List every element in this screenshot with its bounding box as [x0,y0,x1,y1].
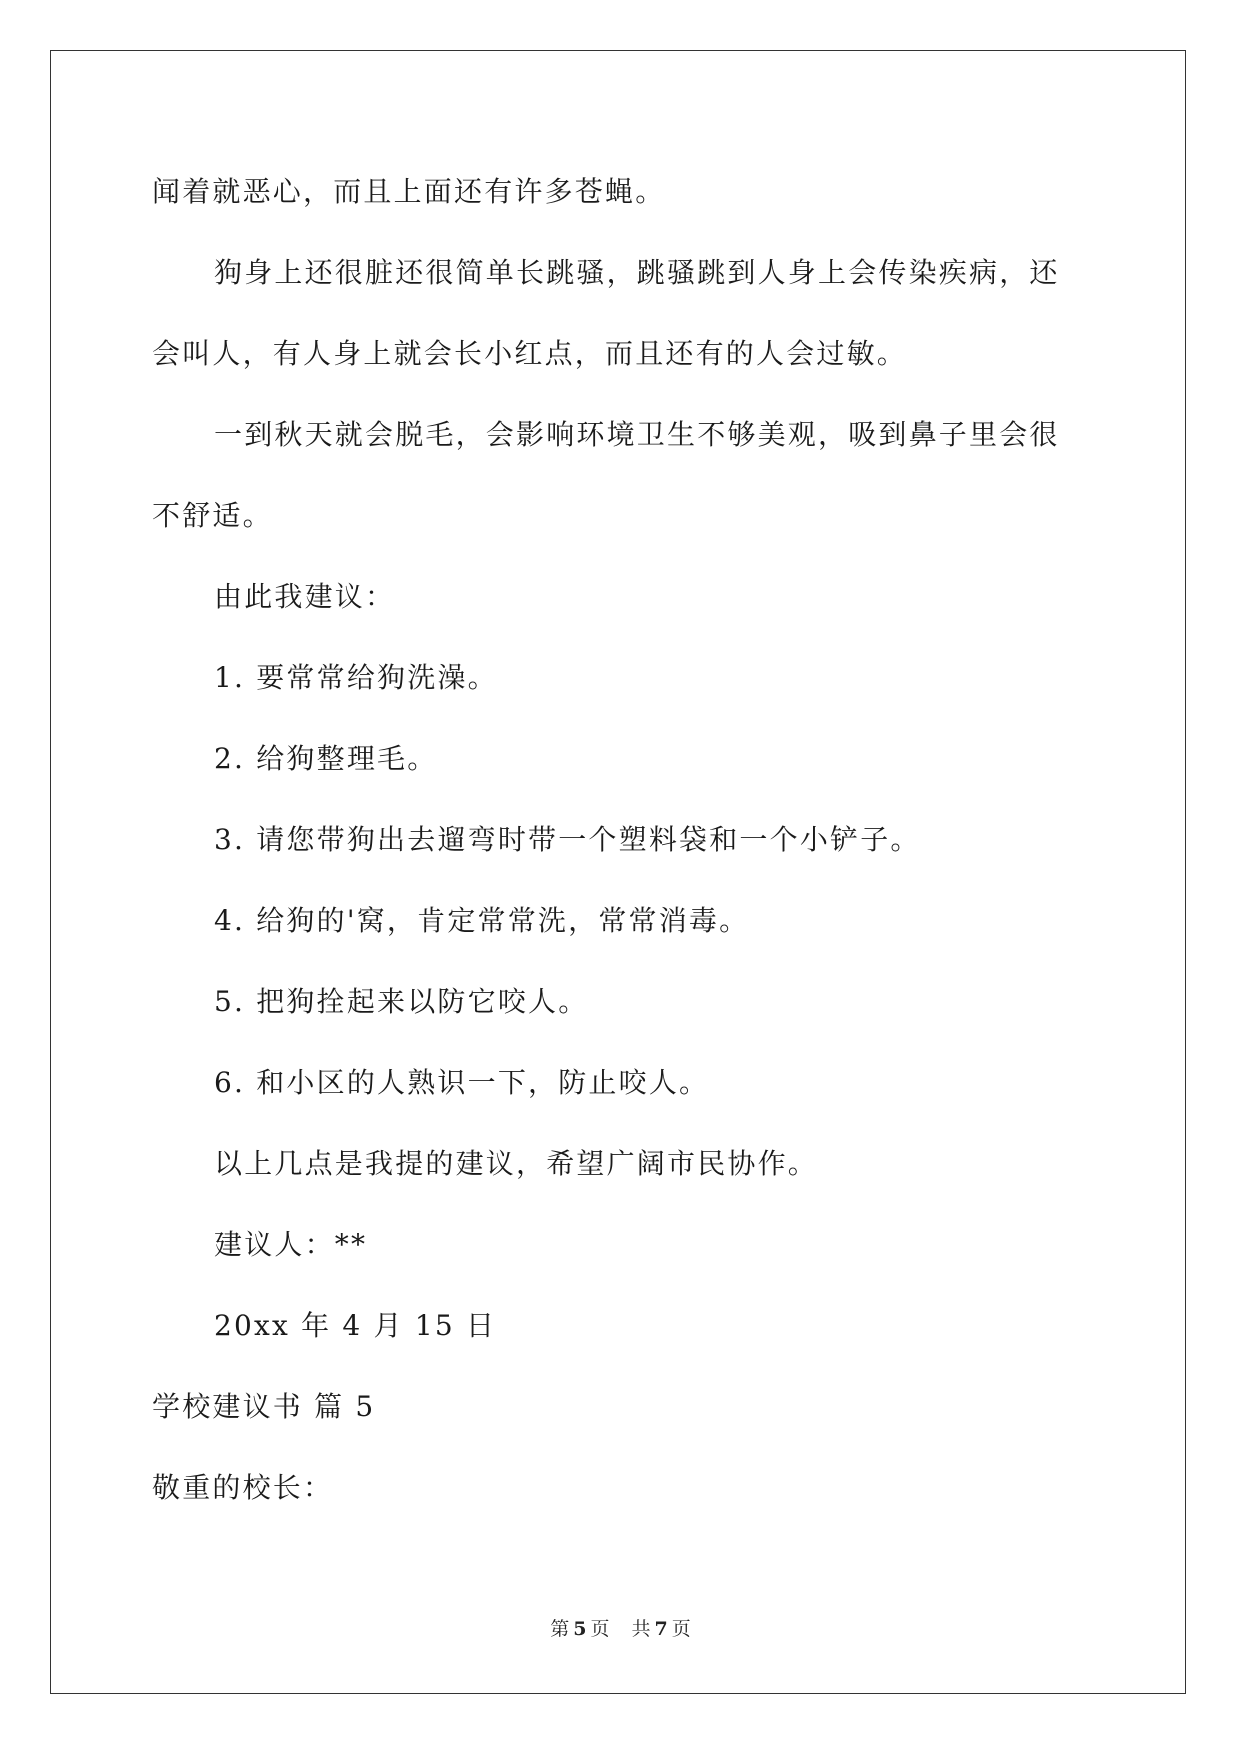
page-prefix: 第 [550,1618,570,1640]
suggestion-item-2: 2. 给狗整理毛。 [214,742,438,775]
document-date: 20xx 年 4 月 15 日 [214,1309,497,1342]
suggestion-item-5: 5. 把狗拴起来以防它咬人。 [214,985,589,1018]
body-line: 会叫人，有人身上就会长小红点，而且还有的人会过敏。 [152,337,908,370]
page-number: 5 [573,1618,587,1640]
paragraph-shedding: 一到秋天就会脱毛，会影响环境卫生不够美观，吸到鼻子里会很 [214,418,1060,451]
body-line: 不舒适。 [152,499,273,532]
body-line: 闻着就恶心，而且上面还有许多苍蝇。 [152,175,666,208]
closing-sentence: 以上几点是我提的建议，希望广阔市民协作。 [214,1147,819,1180]
proposer-signature: 建议人：** [214,1228,368,1261]
paragraph-dirty-dog: 狗身上还很脏还很简单长跳骚，跳骚跳到人身上会传染疾病，还 [214,256,1060,289]
suggestion-intro: 由此我建议： [214,580,396,613]
suggestion-item-1: 1. 要常常给狗洗澡。 [214,661,498,694]
total-pages: 7 [654,1618,668,1640]
page-footer [0,1620,1241,1639]
suggestion-item-3: 3. 请您带狗出去遛弯时带一个塑料袋和一个小铲子。 [214,823,921,856]
page-suffix: 页 [590,1618,610,1640]
suggestion-item-6: 6. 和小区的人熟识一下，防止咬人。 [214,1066,710,1099]
page-frame [50,50,1186,1694]
total-prefix: 共 [631,1618,651,1640]
section-heading: 学校建议书 篇 5 [152,1390,376,1423]
suggestion-item-4: 4. 给狗的'窝，肯定常常洗，常常消毒。 [214,904,750,937]
total-suffix: 页 [671,1618,691,1640]
salutation: 敬重的校长： [152,1471,334,1504]
